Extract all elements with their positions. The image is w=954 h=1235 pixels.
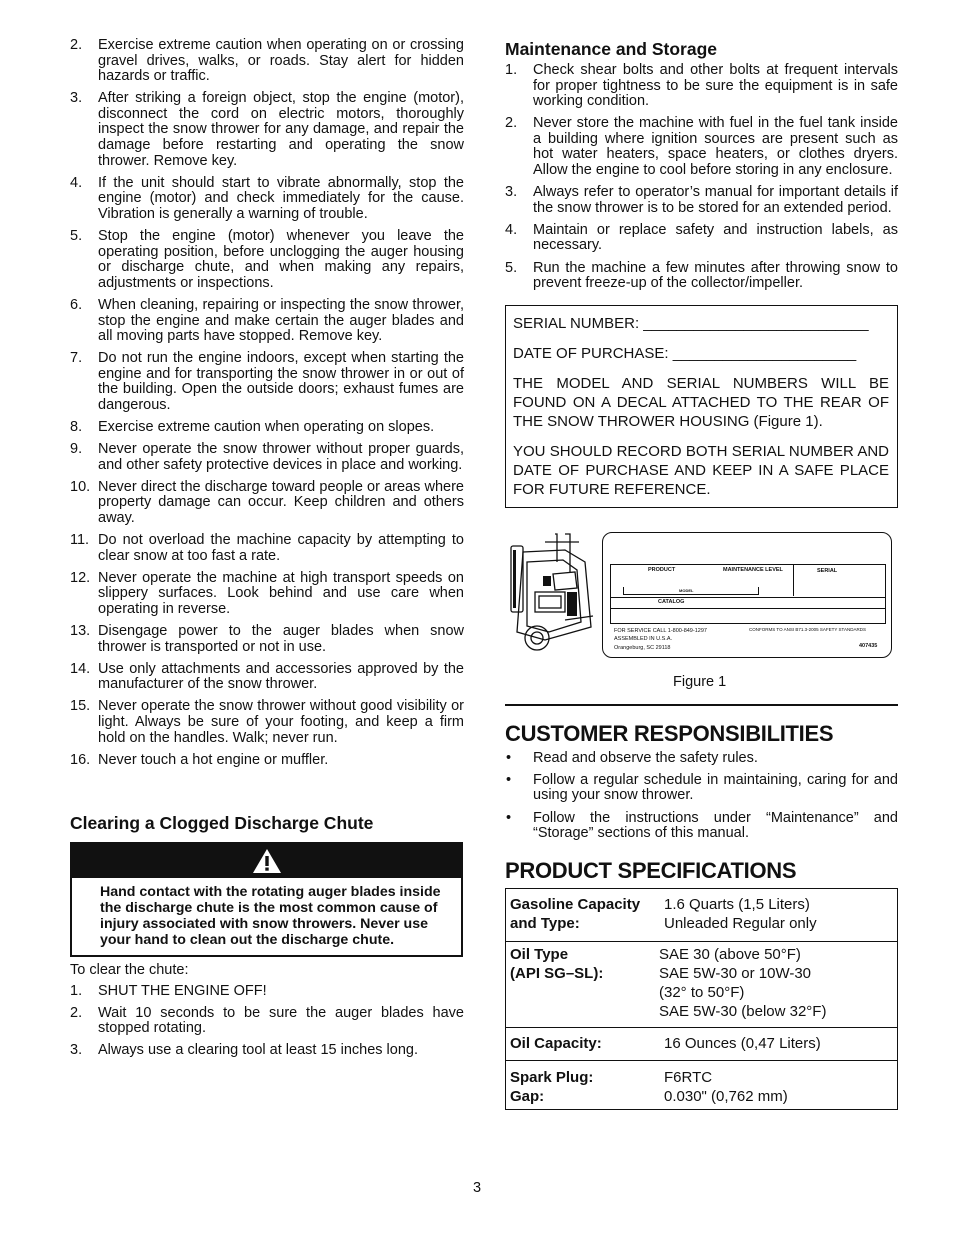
- clear-chute-step: [70, 1043, 464, 1059]
- list-number: 5.: [505, 259, 518, 276]
- snow-thrower-illustration: [505, 532, 605, 656]
- serial-number-line: SERIAL NUMBER: ___________________________: [513, 314, 869, 332]
- list-number: 1.: [70, 982, 83, 999]
- specs-table: [505, 888, 898, 1110]
- figure-1: [505, 532, 898, 690]
- list-text: Exercise extreme caution when operating on or crossing gravel drives, walks, or roads. Stay alert for hidden hazards or traffic.: [98, 37, 464, 85]
- safety-rule-item: [70, 420, 464, 436]
- decal-conforms: CONFORMS TO ANSI B71.3-2005 SAFETY STANDARDS: [749, 626, 866, 632]
- right-column: [505, 38, 898, 1110]
- specs-heading: PRODUCT SPECIFICATIONS: [505, 857, 797, 883]
- list-text: Wait 10 seconds to be sure the auger blades have stopped rotating.: [98, 1004, 464, 1037]
- record-box: [505, 305, 898, 508]
- page-number: 3: [472, 1180, 482, 1196]
- maintenance-item: [505, 223, 898, 254]
- customer-list: [505, 751, 898, 842]
- decal-assembled: ASSEMBLED IN U.S.A.: [614, 635, 673, 642]
- list-text: Use only attachments and accessories approved by the manufacturer of the snow thrower.: [98, 660, 464, 693]
- maintenance-list: [505, 63, 898, 292]
- list-text: Do not overload the machine capacity by attempting to clear snow at too fast a rate.: [98, 532, 464, 564]
- list-text: Always use a clearing tool at least 15 inches long.: [98, 1042, 418, 1059]
- list-text: Exercise extreme caution when operating on slopes.: [98, 419, 435, 436]
- bullet-icon: •: [506, 809, 512, 826]
- list-number: 3.: [505, 184, 518, 201]
- safety-rule-item: [70, 480, 464, 527]
- decal-model: MODEL: [679, 587, 694, 593]
- list-text: Disengage power to the auger blades when snow thrower is transported or not in use.: [98, 623, 464, 655]
- maintenance-item: [505, 116, 898, 178]
- spec-oil-capacity: Oil Capacity: 16 Ounces (0,47 Liters): [510, 1034, 821, 1052]
- decal-catalog: CATALOG: [658, 598, 685, 605]
- safety-rule-item: [70, 229, 464, 291]
- safety-rule-item: [70, 699, 464, 746]
- spec-spark-plug: Spark Plug: Gap: F6RTC 0.030" (0,762 mm): [510, 1068, 788, 1105]
- list-text: Never store the machine with fuel in the fuel tank inside a building where ignition sources are present such as hot water heaters, space heaters, or clothes dryers. Allow the engine to cool before storing in any enclosure.: [533, 115, 898, 179]
- list-text: Never direct the discharge toward people or areas where property damage can occur. Keep children and others away.: [98, 478, 464, 527]
- list-text: Read and observe the safety rules.: [533, 749, 758, 766]
- decal-serial: SERIAL: [817, 567, 838, 574]
- list-text: Follow the instructions under “Maintenance” and “Storage” sections of this manual.: [533, 809, 898, 842]
- list-number: 16.: [70, 751, 91, 768]
- list-number: 12.: [70, 569, 91, 586]
- list-text: Never touch a hot engine or muffler.: [98, 751, 329, 768]
- list-number: 14.: [70, 660, 91, 677]
- customer-item: [505, 811, 898, 842]
- list-text: Follow a regular schedule in maintaining, caring for and using your snow thrower.: [533, 771, 898, 804]
- decal-product: PRODUCT: [648, 566, 676, 573]
- decal-city: Orangeburg, SC 29118: [614, 644, 671, 651]
- safety-rule-item: [70, 533, 464, 564]
- list-number: 8.: [70, 419, 83, 436]
- list-number: 2.: [70, 37, 83, 53]
- list-text: After striking a foreign object, stop the engine (motor), disconnect the cord on electric motors, thoroughly inspect the snow thrower for any damage, and repair the damage before restarting and operating the snow thrower. Remove key.: [98, 90, 464, 169]
- list-number: 15.: [70, 698, 91, 715]
- list-text: Do not run the engine indoors, except when starting the engine and for transporting the snow thrower in or out of the building. Open the outside doors; exhaust fumes are dangerous.: [98, 350, 464, 413]
- warning-box: [70, 842, 463, 957]
- list-number: 3.: [70, 1042, 83, 1059]
- clog-heading: Clearing a Clogged Discharge Chute: [70, 812, 374, 833]
- safety-rule-item: [70, 351, 464, 413]
- clear-chute-steps: [70, 984, 464, 1059]
- customer-heading: CUSTOMER RESPONSIBILITIES: [505, 720, 834, 746]
- spec-oil-type: Oil Type (API SG–SL): SAE 30 (above 50°F) SAE 5W-30 or 10W-30 (32° to 50°F) SAE 5W-30 (below 32°F): [510, 945, 827, 1020]
- maintenance-item: [505, 261, 898, 292]
- safety-rule-item: [70, 624, 464, 655]
- bullet-icon: •: [506, 749, 512, 766]
- list-number: 6.: [70, 296, 83, 313]
- clear-chute-step: [70, 1006, 464, 1037]
- decal-code: 407435: [859, 642, 878, 649]
- list-text: Stop the engine (motor) whenever you leave the operating position, before unclogging the auger housing or discharge chute, and when making any repairs, adjustments or inspections.: [98, 228, 464, 291]
- warning-text: Hand contact with the rotating auger blades inside the discharge chute is the most common cause of injury associated with snow throwers. Never use your hand to clean out the discharge chute.: [100, 883, 441, 949]
- spec-gasoline: Gasoline Capacity and Type: 1.6 Quarts (1,5 Liters) Unleaded Regular only: [510, 895, 817, 932]
- list-text: Always refer to operator’s manual for important details if the snow thrower is to be stored for an extended period.: [533, 184, 898, 216]
- maintenance-item: [505, 185, 898, 216]
- warning-triangle-icon: [252, 848, 282, 874]
- list-number: 4.: [505, 221, 518, 238]
- safety-rules-list: [70, 38, 464, 768]
- list-number: 9.: [70, 441, 83, 458]
- list-text: Never operate the snow thrower without proper guards, and other safety protective devices in place and working.: [98, 441, 464, 473]
- list-number: 11.: [70, 532, 90, 549]
- safety-rule-item: [70, 176, 464, 223]
- safety-rule-item: [70, 571, 464, 618]
- list-number: 2.: [505, 115, 518, 132]
- list-text: SHUT THE ENGINE OFF!: [98, 982, 267, 999]
- list-number: 5.: [70, 228, 83, 245]
- safety-rule-item: [70, 38, 464, 85]
- list-number: 7.: [70, 350, 83, 367]
- list-text: When cleaning, repairing or inspecting the snow thrower, stop the engine and make certain the auger blades and all moving parts have stopped. Remove key.: [98, 296, 464, 345]
- decal-blank-row: [610, 608, 886, 624]
- decal-maintenance-level: MAINTENANCE LEVEL: [723, 566, 783, 573]
- list-text: Never operate the machine at high transport speeds on slippery surfaces. Look behind and use care when operating in reverse.: [98, 569, 464, 617]
- safety-rule-item: [70, 298, 464, 345]
- clear-chute-step: [70, 984, 464, 1000]
- list-text: Run the machine a few minutes after throwing snow to prevent freeze-up of the collector/impeller.: [533, 259, 898, 292]
- decal-service: FOR SERVICE CALL 1-800-849-1297: [614, 627, 707, 634]
- section-divider: [505, 704, 898, 706]
- list-number: 2.: [70, 1004, 83, 1021]
- record-note-1: THE MODEL AND SERIAL NUMBERS WILL BE FOUND ON A DECAL ATTACHED TO THE REAR OF THE SNOW THROWER HOUSING (Figure 1).: [513, 374, 889, 430]
- list-text: Maintain or replace safety and instruction labels, as necessary.: [533, 221, 898, 254]
- warning-bar: [72, 844, 461, 878]
- list-number: 4.: [70, 174, 83, 191]
- list-number: 10.: [70, 478, 91, 495]
- maintenance-item: [505, 63, 898, 110]
- left-column: [70, 38, 464, 1066]
- bullet-icon: •: [506, 771, 512, 788]
- list-text: If the unit should start to vibrate abnormally, stop the engine (motor) and check immediately for the cause. Vibration is generally a warning of trouble.: [98, 174, 464, 222]
- customer-item: [505, 751, 898, 767]
- safety-rule-item: [70, 91, 464, 169]
- list-text: Never operate the snow thrower without good visibility or light. Always be sure of your footing, and keep a firm hold on the handles. Walk; never run.: [98, 698, 464, 746]
- clear-chute-intro: To clear the chute:: [70, 961, 189, 978]
- serial-decal: [602, 532, 892, 658]
- record-note-2: YOU SHOULD RECORD BOTH SERIAL NUMBER AND DATE OF PURCHASE AND KEEP IN A SAFE PLACE FOR FUTURE REFERENCE.: [513, 442, 889, 498]
- list-text: Check shear bolts and other bolts at frequent intervals for proper tightness to be sure the equipment is in safe working condition.: [533, 62, 898, 110]
- figure-caption: Figure 1: [673, 673, 727, 690]
- customer-item: [505, 773, 898, 804]
- list-number: 13.: [70, 623, 91, 640]
- safety-rule-item: [70, 442, 464, 473]
- safety-rule-item: [70, 753, 464, 769]
- safety-rule-item: [70, 662, 464, 693]
- maintenance-heading: Maintenance and Storage: [505, 39, 717, 59]
- purchase-date-line: DATE OF PURCHASE: ______________________: [513, 344, 857, 362]
- list-number: 1.: [505, 62, 518, 78]
- list-number: 3.: [70, 90, 83, 107]
